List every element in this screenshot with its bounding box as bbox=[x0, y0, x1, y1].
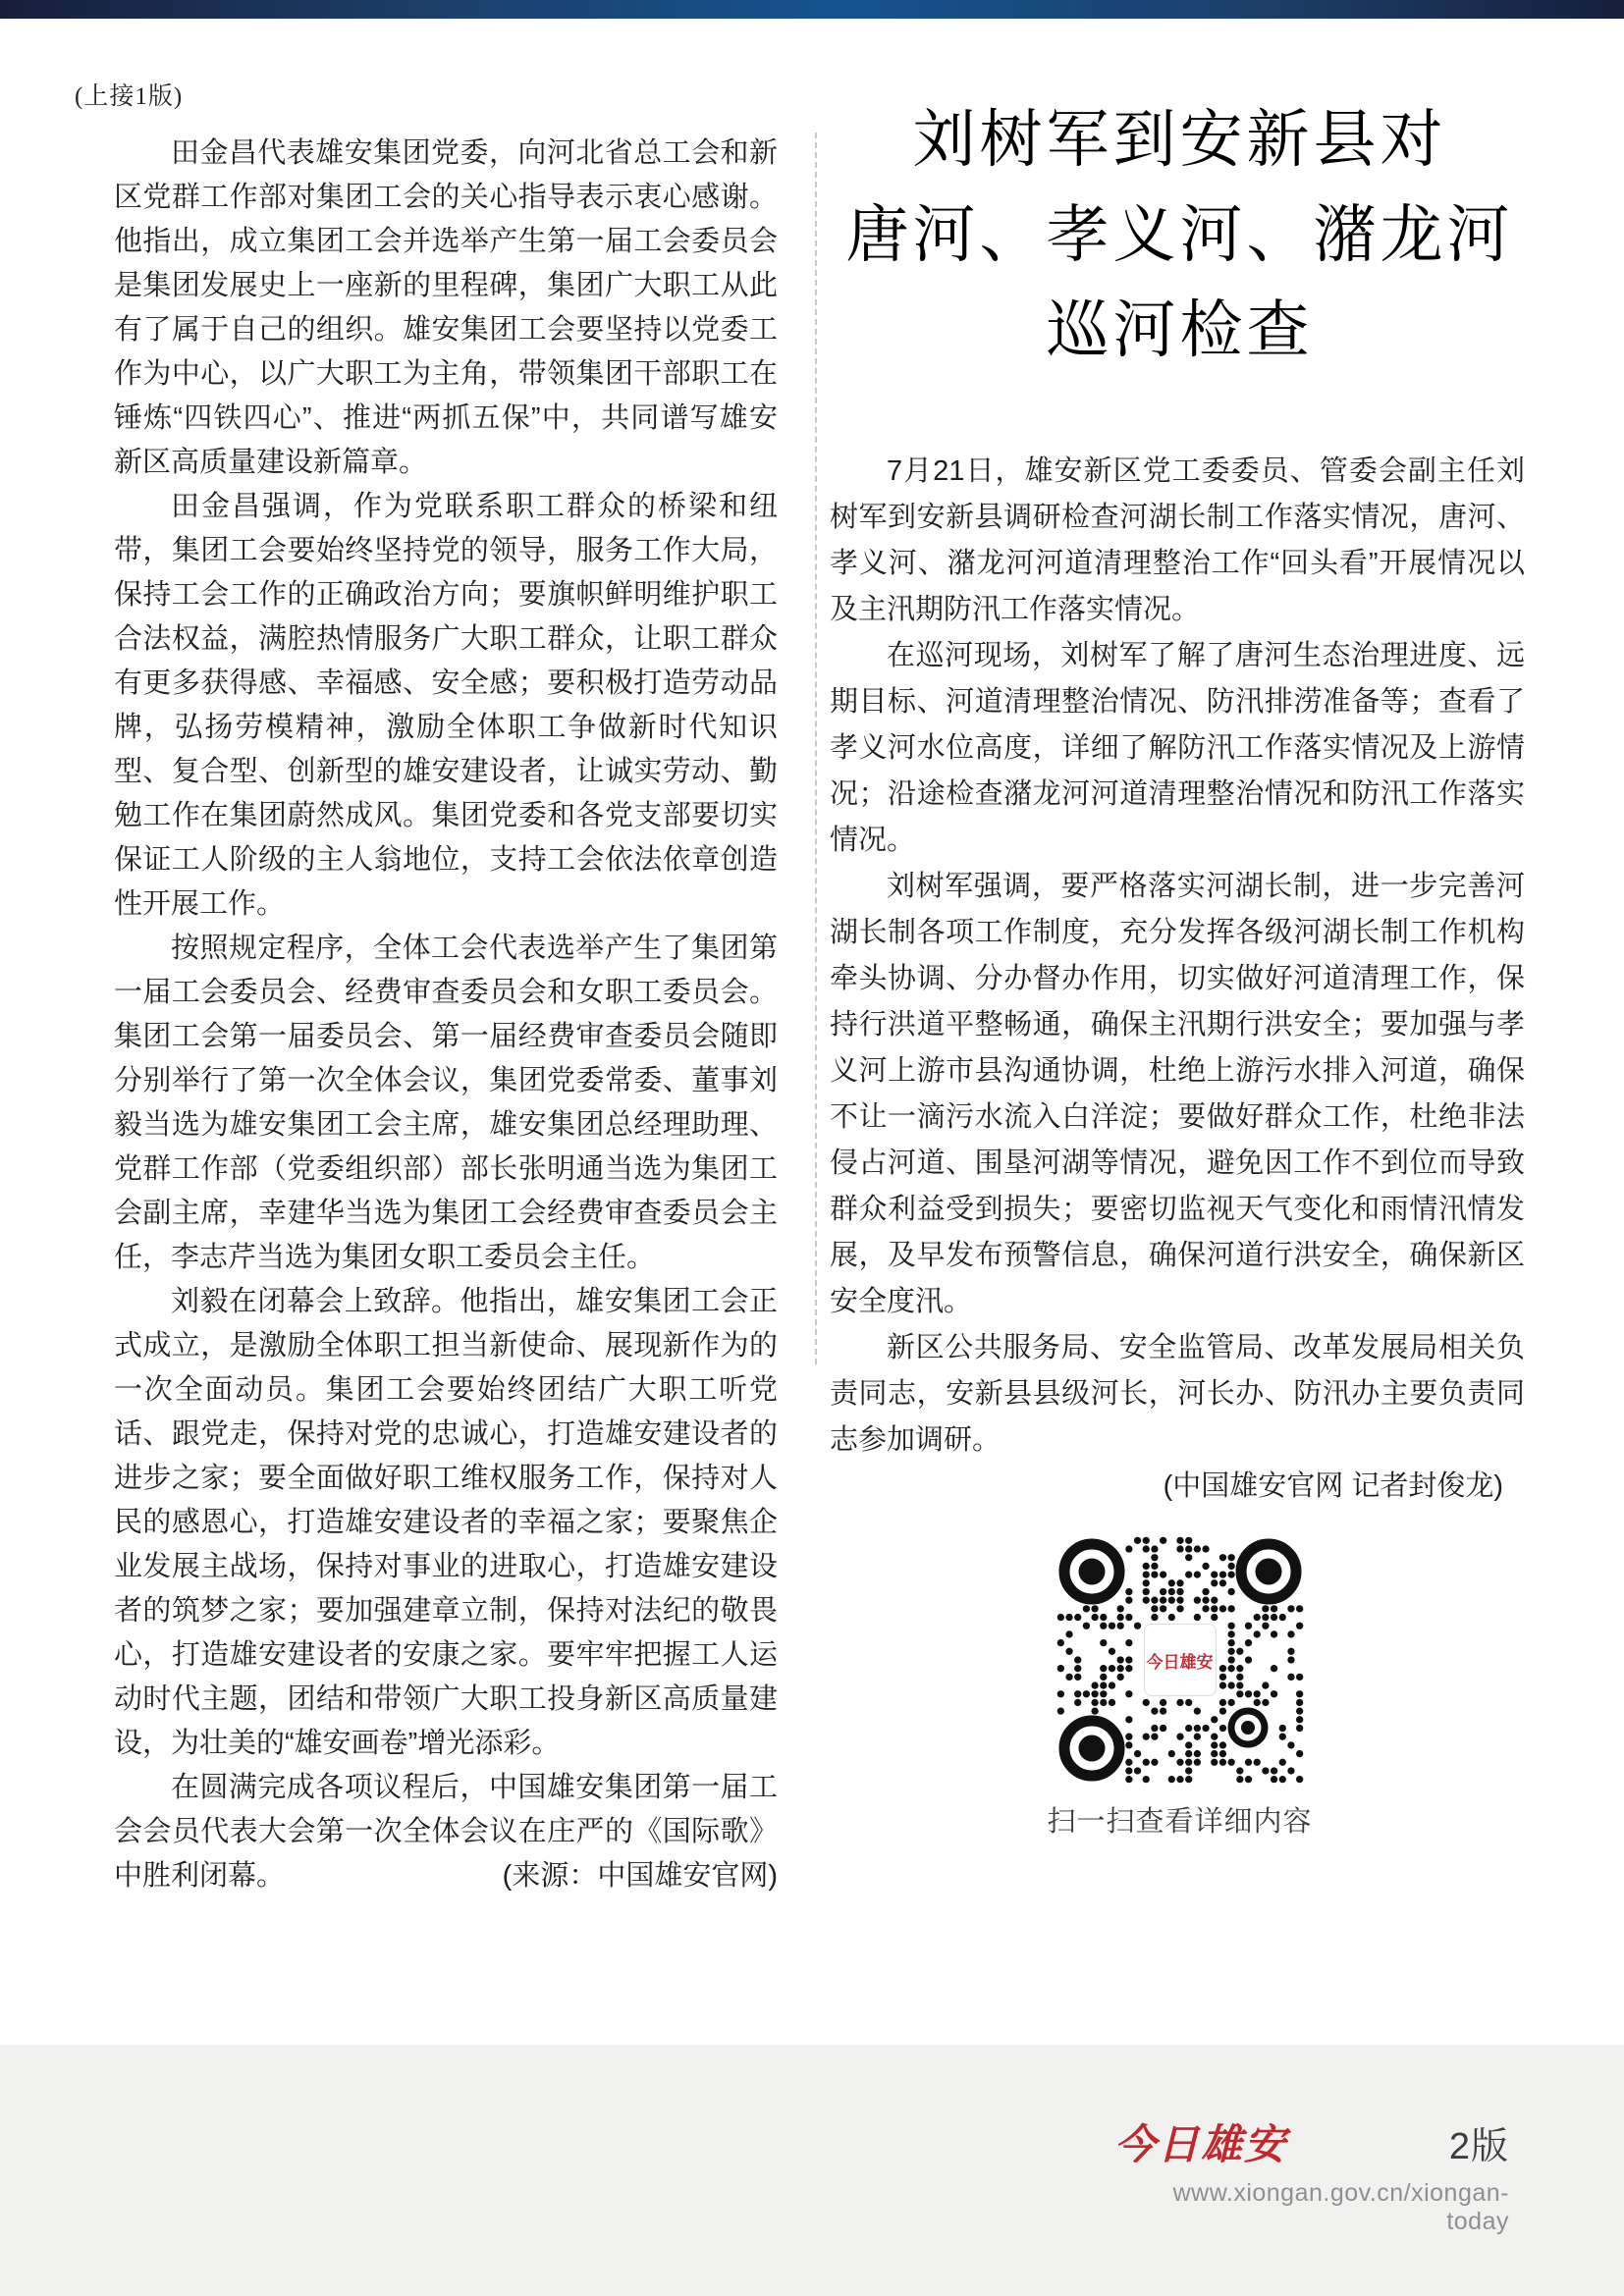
left-article-paragraph: 田金昌强调，作为党联系职工群众的桥梁和纽带，集团工会要始终坚持党的领导，服务工作大局，保持工会工作的正确政治方向；要旗帜鲜明维护职工合法权益，满腔热情服务广大职工群众，让职工群众有更多获得感、幸福感、安全感；要积极打造劳动品牌，弘扬劳模精神，激励全体职工争做新时代知识型、复合型、创新型的雄安建设者，让诚实劳动、勤勉工作在集团蔚然成风。集团党委和各党支部要切实保证工人阶级的主人翁地位，支持工会依法依章创造性开展工作。 bbox=[114, 491, 778, 920]
footer-url: www.xiongan.gov.cn/xiongan-today bbox=[1172, 2179, 1509, 2235]
right-article-body bbox=[830, 449, 1525, 1510]
footer-masthead-row bbox=[1114, 2112, 1509, 2171]
qr-code bbox=[1056, 1536, 1304, 1784]
top-gradient-bar bbox=[0, 0, 1624, 19]
right-article-headline bbox=[830, 92, 1530, 378]
left-article-paragraph: 刘毅在闭幕会上致辞。他指出，雄安集团工会正式成立，是激励全体职工担当新使命、展现新作为的一次全面动员。集团工会要始终团结广大职工听党话、跟党走，保持对党的忠诚心，打造雄安建设者的进步之家；要全面做好职工维权服务工作，保持对人民的感恩心，打造雄安建设者的幸福之家；要聚焦企业发展主战场，保持对事业的进取心，打造雄安建设者的筑梦之家；要加强建章立制，保持对法纪的敬畏心，打造雄安建设者的安康之家。要牢牢把握工人运动时代主题，团结和带领广大职工投身新区高质量建设，为壮美的“雄安画卷”增光添彩。 bbox=[114, 1286, 778, 1759]
right-article-paragraph: 新区公共服务局、安全监管局、改革发展局相关负责同志，安新县县级河长，河长办、防汛办主要负责同志参加调研。 bbox=[830, 1332, 1525, 1456]
column-divider-dashed-line bbox=[815, 133, 817, 1364]
left-article-paragraph: 田金昌代表雄安集团党委，向河北省总工会和新区党群工作部对集团工会的关心指导表示衷心感谢。他指出，成立集团工会并选举产生第一届工会委员会是集团发展史上一座新的里程碑，集团广大职工从此有了属于自己的组织。雄安集团工会要坚持以党委工作为中心，以广大职工为主角，带领集团干部职工在锤炼“四铁四心”、推进“两抓五保”中，共同谱写雄安新区高质量建设新篇章。 bbox=[114, 137, 778, 478]
left-article-paragraph: 按照规定程序，全体工会代表选举产生了集团第一届工会委员会、经费审查委员会和女职工委员会。集团工会第一届委员会、第一届经费审查委员会随即分别举行了第一次全体会议，集团党委常委、董事刘毅当选为雄安集团工会主席，雄安集团总经理助理、党群工作部（党委组织部）部长张明通当选为集团工会副主席，幸建华当选为集团工会经费审查委员会主任，李志芹当选为集团女职工委员会主任。 bbox=[114, 933, 778, 1273]
headline-line: 唐河、孝义河、潴龙河 bbox=[845, 200, 1514, 270]
left-article-body bbox=[114, 132, 778, 1898]
headline-line: 巡河检查 bbox=[1046, 295, 1314, 365]
source-credit: (来源：中国雄安官网) bbox=[502, 1860, 778, 1892]
left-article-last-paragraph bbox=[114, 1766, 778, 1898]
reporter-byline: (中国雄安官网 记者封俊龙) bbox=[1163, 1470, 1503, 1502]
left-article-paragraph-text: 在圆满完成各项议程后，中国雄安集团第一届工会会员代表大会第一次全体会议在庄严的《国际歌》中胜利闭幕。 bbox=[114, 1772, 778, 1892]
right-article-paragraph: 7月21日，雄安新区党工委委员、管委会副主任刘树军到安新县调研检查河湖长制工作落实情况，唐河、孝义河、潴龙河河道清理整治工作“回头看”开展情况以及主汛期防汛工作落实情况。 bbox=[830, 455, 1525, 625]
qr-center-logo: 今日雄安 bbox=[1144, 1624, 1217, 1696]
footer-content bbox=[1114, 2112, 1509, 2236]
continuation-note: (上接1版) bbox=[75, 83, 184, 110]
right-article-paragraph: 在巡河现场，刘树军了解了唐河生态治理进度、远期目标、河道清理整治情况、防汛排涝准备等；查看了孝义河水位高度，详细了解防汛工作落实情况及上游情况；沿途检查潴龙河河道清理整治情况和防汛工作落实情况。 bbox=[830, 640, 1525, 856]
qr-caption: 扫一扫查看详细内容 bbox=[1047, 1806, 1313, 1838]
page-footer bbox=[0, 2045, 1624, 2296]
right-article-paragraph: 刘树军强调，要严格落实河湖长制，进一步完善河湖长制各项工作制度，充分发挥各级河湖长制工作机构牵头协调、分办督办作用，切实做好河道清理工作，保持行洪道平整畅通，确保主汛期行洪安全；要加强与孝义河上游市县沟通协调，杜绝上游污水排入河道，确保不让一滴污水流入白洋淀；要做好群众工作，杜绝非法侵占河道、围垦河湖等情况，避免因工作不到位而导致群众利益受到损失；要密切监视天气变化和雨情汛情发展，及早发布预警信息，确保河道行洪安全，确保新区安全度汛。 bbox=[830, 871, 1525, 1317]
masthead-logo: 今日雄安 bbox=[1114, 2123, 1288, 2168]
headline-line: 刘树军到安新县对 bbox=[912, 105, 1447, 175]
page-number-label: 2版 bbox=[1448, 2126, 1509, 2167]
qr-block bbox=[830, 1536, 1530, 1840]
